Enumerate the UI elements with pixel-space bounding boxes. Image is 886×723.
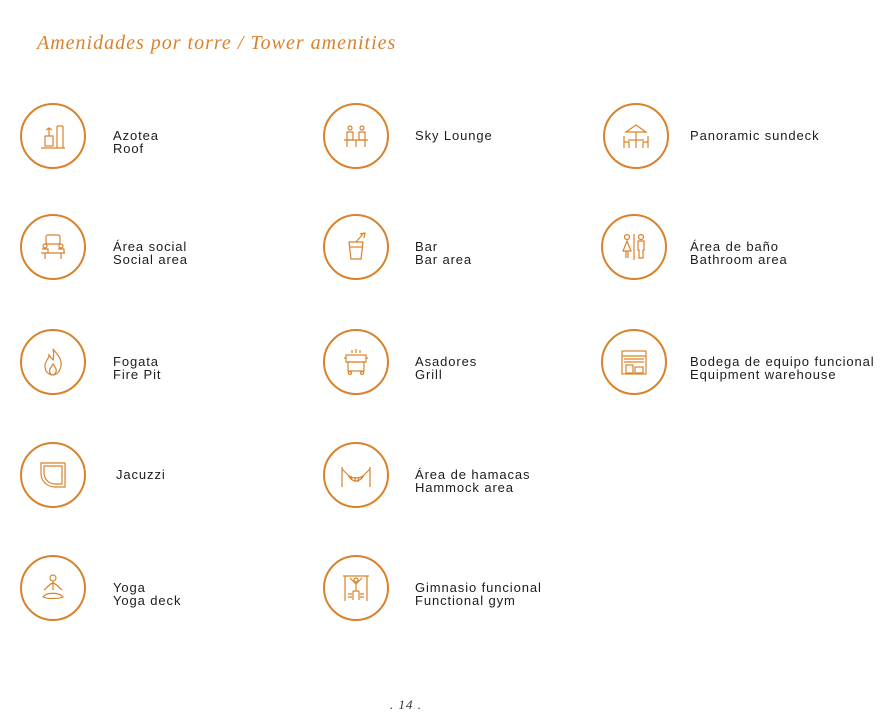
cocktail-icon [323,214,389,280]
amenity-label-es: Área de baño [690,239,779,254]
sundeck-icon [603,103,669,169]
amenity-item [20,555,310,625]
amenity-label [113,355,161,381]
amenity-label-es: Gimnasio funcional [415,580,542,595]
amenity-label-en: Functional gym [415,593,516,608]
amenity-label-en: Equipment warehouse [690,367,837,382]
amenity-label-es: Jacuzzi [116,467,166,482]
social-area-icon [20,214,86,280]
jacuzzi-icon [20,442,86,508]
amenity-label [113,581,181,607]
amenity-item [601,214,886,284]
amenity-label-es: Asadores [415,354,478,369]
fire-icon [20,329,86,395]
amenity-label-es: Panoramic sundeck [690,128,820,143]
page-number: . 14 . [390,697,422,712]
amenity-label [415,240,472,266]
amenity-label-es: Yoga [113,580,146,595]
amenity-item [323,329,613,399]
amenity-label-es: Bodega de equipo funcional [690,354,875,369]
amenity-label [690,129,819,142]
amenity-item [323,442,613,512]
amenity-label-en: Roof [113,141,145,156]
amenity-label [415,129,493,142]
amenity-item [20,329,310,399]
rooftop-icon [20,103,86,169]
amenity-item [20,103,310,173]
amenity-label-en: Yoga deck [113,593,182,608]
amenity-item [20,214,310,284]
amenity-label [690,240,788,266]
storage-icon [601,329,667,395]
hammock-icon [323,442,389,508]
amenity-label-es: Azotea [113,128,159,143]
amenity-label-es: Sky Lounge [415,128,493,143]
amenity-item [323,555,613,625]
amenity-label-en: Bathroom area [690,252,788,267]
amenity-label [415,581,542,607]
amenity-label-es: Área de hamacas [415,467,531,482]
amenity-item [323,103,613,173]
amenity-label [113,240,188,266]
amenity-item [601,329,886,399]
amenity-label-en: Grill [415,367,443,382]
amenity-label-en: Bar area [415,252,473,267]
amenity-label-en: Hammock area [415,480,514,495]
amenity-label [690,355,875,381]
amenity-label [415,355,477,381]
amenity-item [323,214,613,284]
grill-icon [323,329,389,395]
amenity-label-en: Social area [113,252,188,267]
amenity-item [603,103,886,173]
page-title: Amenidades por torre / Tower amenities [37,32,397,54]
amenity-label [113,129,159,155]
amenity-label-en: Fire Pit [113,367,162,382]
amenity-item [20,442,310,512]
yoga-icon [20,555,86,621]
amenity-label [415,468,530,494]
sky-lounge-icon [323,103,389,169]
gym-icon [323,555,389,621]
amenity-label-es: Área social [113,239,188,254]
amenity-label-es: Fogata [113,354,159,369]
restroom-icon [601,214,667,280]
amenity-label-es: Bar [415,239,438,254]
amenity-label [116,468,166,481]
